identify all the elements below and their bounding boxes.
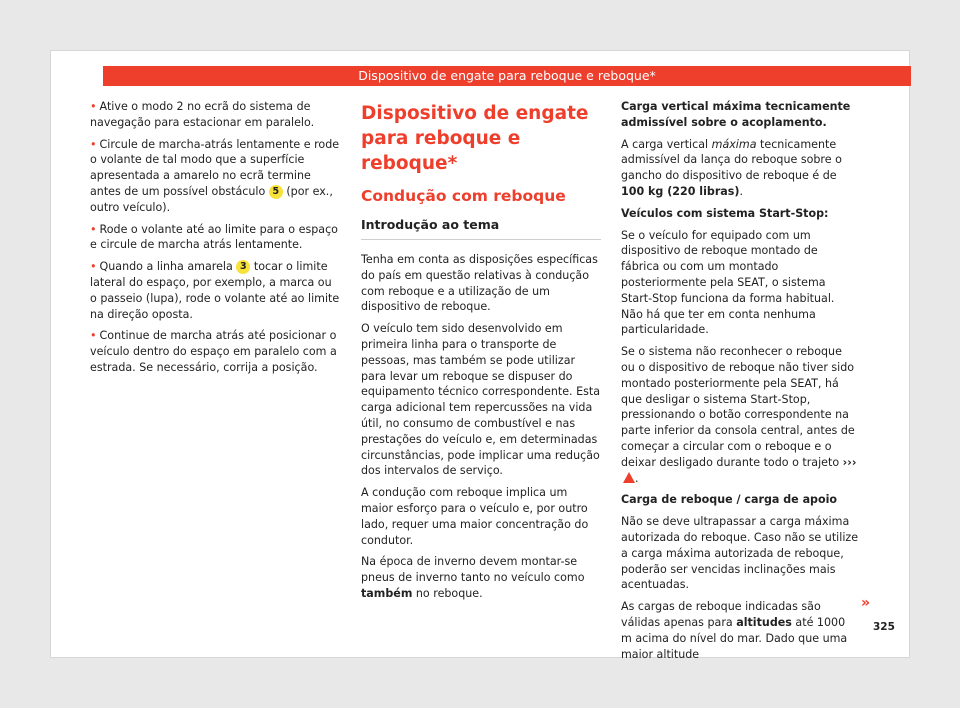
- paragraph-text: no reboque.: [415, 586, 483, 600]
- paragraph: A condução com reboque implica um maior esforço para o veículo e, por outro lado, requer uma maior concentração do condutor.: [361, 486, 589, 547]
- bullet-icon: •: [90, 222, 97, 236]
- paragraph-text: Na época de inverno devem montar-se pneus de inverno tanto no veículo como: [361, 555, 585, 585]
- list-item-text: Circule de marcha-atrás lentamente e rode o volante de tal modo que a superfície apresentada a amarelo no ecrã termine antes de um possível obstáculo: [90, 137, 340, 198]
- manual-page: [50, 50, 910, 661]
- paragraph: Tenha em conta as disposições específicas do país em questão relativas à condução com reboque e a utilização de um dispositivo de reboque.: [361, 253, 598, 314]
- continue-arrow-icon: »: [861, 595, 871, 611]
- cross-reference-arrows[interactable]: ›››: [842, 455, 857, 469]
- emphasis-text: também: [361, 586, 413, 600]
- italic-text: máxima: [711, 137, 757, 151]
- paragraph: [621, 137, 859, 200]
- middle-column: [361, 99, 601, 608]
- bullet-icon: •: [90, 137, 97, 151]
- list-item: [90, 137, 340, 216]
- paragraph-text: .: [739, 184, 743, 198]
- paragraph: Não se deve ultrapassar a carga máxima autorizada do reboque. Caso não se utilize a carga máxima autorizada de reboque, poderão ser vencidas inclinações mais acentuadas.: [621, 515, 859, 592]
- callout-number: 5: [269, 185, 283, 199]
- paragraph: Se o veículo for equipado com um dispositivo de reboque montado de fábrica ou com um montado posteriormente pela SEAT, o sistema Start-Stop funciona da forma habitual. Não há que ter em conta nenhuma particularidade.: [621, 228, 835, 337]
- emphasis-text: altitudes: [736, 615, 792, 629]
- chapter-title: Dispositivo de engate para reboque e reboque*: [361, 103, 589, 174]
- bullet-icon: •: [90, 329, 97, 343]
- paragraph-text: .: [635, 471, 639, 485]
- section-title: Condução com reboque: [361, 187, 566, 205]
- paragraph: [361, 554, 601, 601]
- page-number: 325: [873, 621, 895, 633]
- paragraph-text: As cargas de reboque indicadas são válidas apenas para: [621, 600, 821, 629]
- paragraph: O veículo tem sido desenvolvido em primeira linha para o transporte de pessoas, mas também se pode utilizar para levar um reboque se dispuser do equipamento técnico correspondente. Esta carga adicional tem repercussões na vida útil, no consumo de combustível e nas prestações do veículo e, em determinadas circunstâncias, pode implicar uma redução dos intervalos de serviço.: [361, 322, 601, 478]
- paragraph-text: tecnicamente admissível da lança do reboque sobre o gancho do dispositivo de reboque é de: [621, 137, 842, 183]
- list-item-text: (por ex., outro veículo).: [90, 184, 333, 214]
- list-item: [90, 328, 340, 375]
- paragraph-text: A carga vertical: [621, 137, 709, 151]
- list-item: [90, 222, 340, 254]
- list-item: [90, 99, 340, 131]
- list-item-text: tocar o limite lateral do espaço, por exemplo, a marca ou o passeio (lupa), rode o volante até ao limite na direção oposta.: [90, 260, 340, 321]
- list-item-text: Rode o volante até ao limite para o espaço e circule de marcha atrás lentamente.: [90, 222, 338, 252]
- left-column: [90, 99, 340, 382]
- right-column: [621, 99, 859, 668]
- warning-icon: [623, 472, 635, 483]
- paragraph: [621, 344, 859, 486]
- bullet-icon: •: [90, 100, 97, 113]
- subsection-title: Introdução ao tema: [361, 216, 601, 240]
- list-item-text: Quando a linha amarela: [99, 260, 233, 274]
- subheading: Veículos com sistema Start-Stop:: [621, 206, 829, 220]
- emphasis-text: 100 kg (220 libras): [621, 184, 740, 198]
- section-header: Dispositivo de engate para reboque e reboque*: [103, 66, 911, 86]
- list-item-text: Ative o modo 2 no ecrã do sistema de navegação para estacionar em paralelo.: [90, 100, 315, 129]
- subheading: Carga vertical máxima tecnicamente admissível sobre o acoplamento.: [621, 100, 851, 129]
- paragraph-text: até 1000 m acima do nível do mar. Dado que uma maior altitude: [621, 615, 848, 661]
- list-item: [90, 259, 340, 322]
- paragraph-text: Se o sistema não reconhecer o reboque ou o dispositivo de reboque não tiver sido montado posteriormente pela SEAT, há que desligar o sistema Start-Stop, pressionando o botão correspondente na parte inferior da consola central, antes de começar a circular com o reboque e o deixar desligado durante todo o trajeto: [621, 345, 855, 469]
- list-item-text: Continue de marcha atrás até posicionar o veículo dentro do espaço em paralelo com a estrada. Se necessário, corrija a posição.: [90, 329, 337, 374]
- bullet-icon: •: [90, 260, 97, 274]
- paragraph: [621, 599, 859, 662]
- callout-number: 3: [236, 260, 250, 274]
- subheading: Carga de reboque / carga de apoio: [621, 493, 838, 507]
